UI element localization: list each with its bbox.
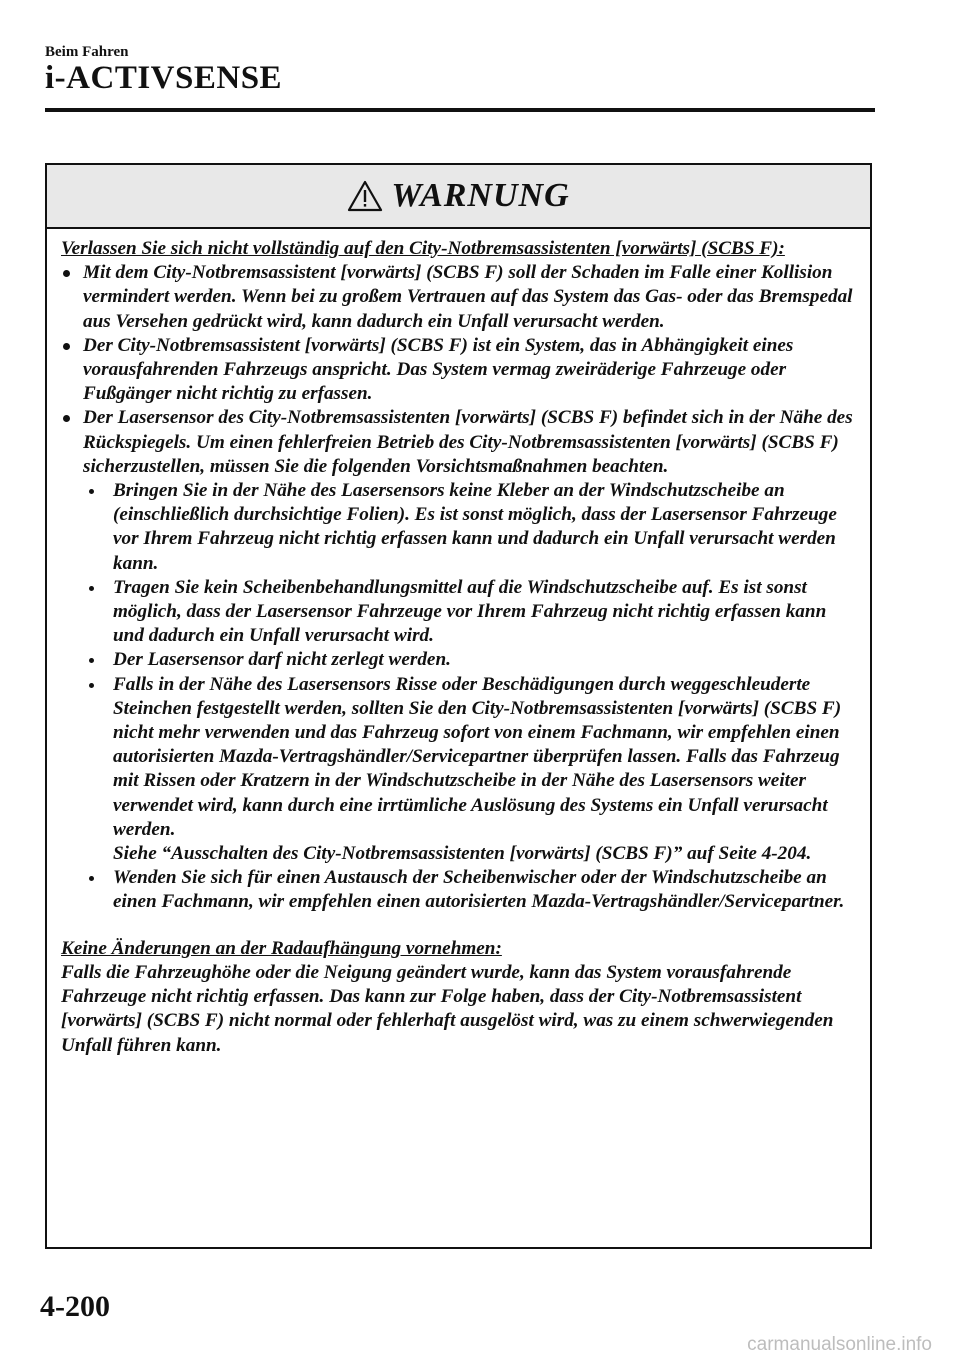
- warning-subheading: Verlassen Sie sich nicht vollständig auf den City-Notbremsassistenten [vorwärts] (SCBS F):: [61, 238, 785, 259]
- warning-box: [45, 163, 872, 1249]
- sub-bullet-text: Bringen Sie in der Nähe des Lasersensors keine Kleber an der Windschutzscheibe an (einschließlich durchsichtige Folien). Es ist sonst möglich, dass der Lasersensor Fahrzeuge vor Ihrem Fahrzeug nicht richtig erfassen kann und dadurch ein Unfall verursacht werden kann.: [113, 480, 837, 574]
- header-rule: [45, 108, 875, 112]
- sub-bullet-dot-icon: [89, 489, 94, 494]
- bullet-text: Der Lasersensor des City-Notbremsassistenten [vorwärts] (SCBS F) befindet sich in der Nähe des Rückspiegels. Um einen fehlerfreien Betrieb des City-Notbremsassistenten [vorwärts] (SCBS F) sicherzustellen, müssen Sie die folgenden Vorsichtsmaßnahmen beachten.: [83, 407, 853, 477]
- bullet-dot-icon: [63, 270, 70, 277]
- sub-bullet-text: Tragen Sie kein Scheibenbehandlungsmittel auf die Windschutzscheibe auf. Es ist sonst möglich, dass der Lasersensor Fahrzeuge vor Ihrem Fahrzeug nicht richtig erfassen kann und dadurch ein Unfall verursacht wird.: [113, 576, 827, 647]
- warning-triangle-icon: [347, 180, 383, 212]
- bullet-item: [61, 261, 856, 334]
- warning-paragraph: Falls die Fahrzeughöhe oder die Neigung geändert wurde, kann das System vorausfahrende Fahrzeuge nicht richtig erfassen. Das kann zur Folge haben, dass der City-Notbremsassistent [vorwärts] (SCBS F) nicht normal oder fehlerhaft ausgelöst wird, was zu einem schwerwiegenden Unfall führen kann.: [61, 961, 834, 1056]
- sub-bullet-item: [83, 866, 856, 914]
- sub-bullet-text: Falls in der Nähe des Lasersensors Risse oder Beschädigungen durch weggeschleuderte Steinchen festgestellt werden, sollten Sie den City-Notbremsassistenten [vorwärts] (SCBS F) nicht mehr verwenden und das Fahrzeug sofort von einem Fachmann, wir empfehlen einen autorisierten Mazda-Vertragshändler/Servicepartner überprüfen lassen. Falls das Fahrzeug mit Rissen oder Kratzern in der Windschutzscheibe in der Nähe des Lasersensors weiter verwendet wird, kann durch eine irrtümliche Auslösung des Systems ein Unfall verursacht werden.: [113, 673, 842, 840]
- sub-bullet-dot-icon: [89, 876, 94, 881]
- sub-bullet-text: Wenden Sie sich für einen Austausch der Scheibenwischer oder der Windschutzscheibe an einen Fachmann, wir empfehlen einen autorisierten Mazda-Vertragshändler/Servicepartner.: [113, 867, 845, 913]
- sub-bullet-item: [83, 648, 856, 672]
- warning-body: [47, 229, 870, 1058]
- sub-bullet-item: [83, 673, 856, 867]
- warning-subheading: Keine Änderungen an der Radaufhängung vornehmen:: [61, 937, 502, 959]
- bullet-dot-icon: [63, 415, 70, 422]
- bullet-text: Mit dem City-Notbremsassistent [vorwärts] (SCBS F) soll der Schaden im Falle einer Kollision vermindert werden. Wenn bei zu großem Vertrauen auf das System das Gas- oder das Bremspedal aus Versehen gedrückt wird, kann dadurch ein Unfall verursacht werden.: [83, 262, 853, 332]
- sub-bullet-item: [83, 576, 856, 649]
- page-title: i-ACTIVSENSE: [45, 60, 283, 96]
- sub-bullet-text: Der Lasersensor darf nicht zerlegt werden.: [113, 649, 451, 671]
- bullet-text: Der City-Notbremsassistent [vorwärts] (SCBS F) ist ein System, das in Abhängigkeit eines vorausfahrenden Fahrzeugs anspricht. Das System vermag zweiräderige Fahrzeuge oder Fußgänger nicht richtig zu erfassen.: [83, 334, 794, 405]
- bullet-item: [61, 406, 856, 914]
- cross-reference: Siehe “Ausschalten des City-Notbremsassistenten [vorwärts] (SCBS F)” auf Seite 4-204.: [113, 843, 812, 865]
- sub-bullet-dot-icon: [89, 586, 94, 591]
- sub-bullet-item: [83, 479, 856, 576]
- bullet-item: [61, 334, 856, 407]
- sub-bullet-dot-icon: [89, 683, 94, 688]
- sub-bullet-dot-icon: [89, 658, 94, 663]
- watermark: carmanualsonline.info: [747, 1334, 932, 1355]
- section-label: Beim Fahren: [45, 44, 129, 60]
- warning-title: WARNUNG: [391, 177, 570, 214]
- sub-bullet-list: [83, 479, 856, 915]
- spacer: [61, 915, 856, 937]
- warning-header: [47, 165, 870, 229]
- bullet-list: [61, 261, 856, 914]
- page-number: 4-200: [40, 1290, 110, 1323]
- bullet-dot-icon: [63, 343, 70, 350]
